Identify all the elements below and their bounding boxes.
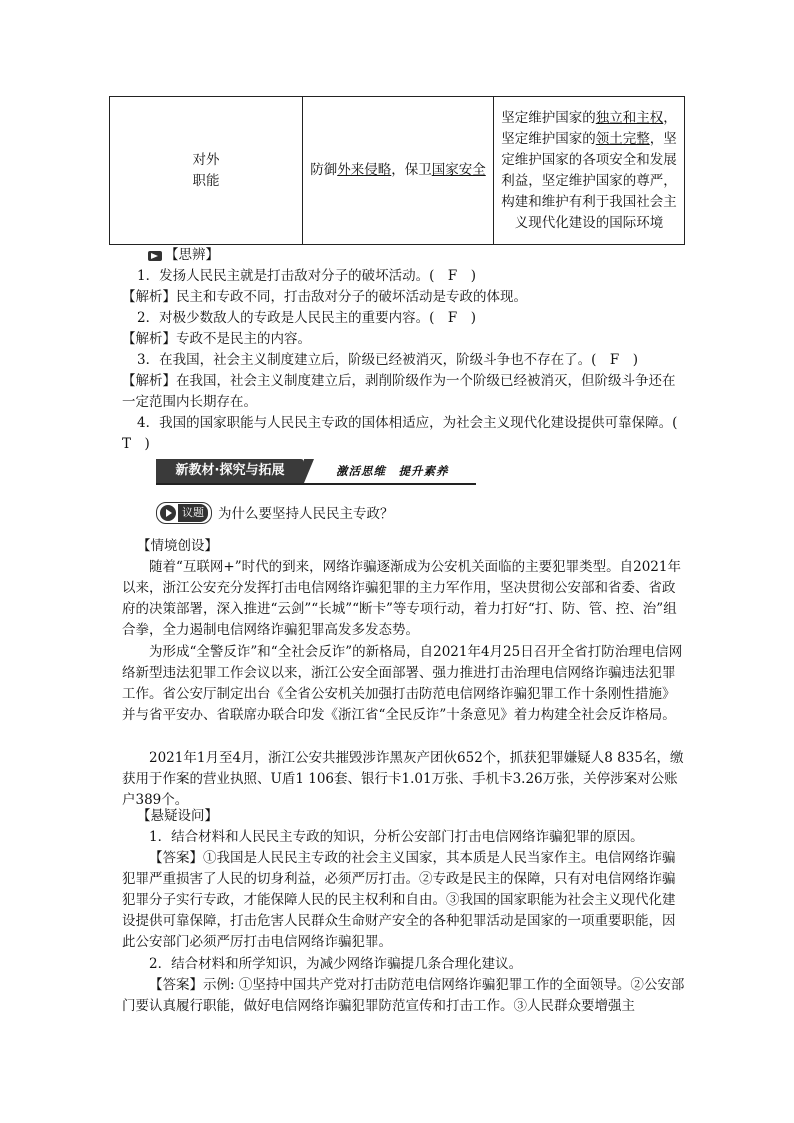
scenario-paragraph-3: 2021年1月至4月，浙江公安共摧毁涉诈黑灰产团伙652个，抓获犯罪嫌疑人8 835名，缴获用于作案的营业执照、U盾1 106套、银行卡1.01万张、手机卡3.26万张，关停涉案对公账户389个。	[122, 750, 684, 808]
sibian-question-2: 2．对极少数敌人的专政是人民民主的重要内容。( F )	[137, 310, 476, 326]
defense-mid: ，保卫	[391, 162, 432, 178]
questions-heading: 【悬疑设问】	[137, 808, 218, 824]
row-label-cell	[110, 97, 303, 245]
answer-blank-security: 国家安全	[431, 162, 486, 178]
sibian-analysis-2: 【解析】专政不是民主的内容。	[122, 331, 311, 347]
scenario-heading: 【情境创设】	[137, 538, 218, 554]
cell-text: ，坚定维护国家的各项安全和发展利益，坚定维护国家的尊严，构建和维护有利于我国社会主义现代化建设的国际环境	[501, 130, 677, 231]
scenario-paragraph-2: 为形成“全警反诈”和“全社会反诈”的新格局，自2021年4月25日召开全省打防治理电信网络新型违法犯罪工作会议以来，浙江公安全面部署、强力推进打击治理电信网络诈骗违法犯罪工作。省公安厅制定出台《全省公安机关加强打击防范电信网络诈骗犯罪工作十条刚性措施》并与省平安办、省联席办联合印发《浙江省“全民反诈”十条意见》着力构建全社会反诈格局。	[122, 644, 683, 723]
answer-blank-sovereignty: 独立和主权	[595, 109, 664, 126]
defense-cell	[303, 97, 494, 245]
answer-blank-invasion: 外来侵略	[337, 162, 392, 178]
answer-1: 【答案】①我国是人民民主专政的社会主义国家，其本质是人民当家作主。电信网络诈骗犯罪严重损害了人民的切身利益，必须严厉打击。②专政是民主的保障，只有对电信网络诈骗犯罪分子实行专政，才能保障人民的民主权利和自由。③我国的国家职能为社会主义现代化建设提供可靠保障，打击危害人民群众生命财产安全的各种犯罪活动是国家的一项重要职能，因此公安部门必须严厉打击电信网络诈骗犯罪。	[122, 850, 676, 950]
topic-question: 为什么要坚持人民民主专政？	[218, 506, 394, 522]
answer-2: 【答案】示例: ①坚持中国共产党对打击防范电信网络诈骗犯罪工作的全面领导。②公安部门要认真履行职能，做好电信网络诈骗犯罪防范宣传和打击工作。③人民群众要增强主	[122, 977, 685, 1014]
heading-text: 【思辨】	[165, 247, 219, 263]
banner-tail	[304, 459, 314, 483]
question-2: 2．结合材料和所学知识，为减少网络诈骗提几条合理化建议。	[149, 956, 523, 972]
sibian-heading	[148, 245, 219, 265]
arrow-right-icon	[148, 251, 162, 261]
topic-tag	[156, 502, 212, 524]
question-1: 1．结合材料和人民民主专政的知识，分析公安部门打击电信网络诈骗犯罪的原因。	[149, 829, 644, 845]
section-banner	[156, 459, 476, 485]
sovereignty-cell	[494, 97, 685, 245]
sibian-question-3: 3．在我国，社会主义制度建立后，阶级已经被消灭，阶级斗争也不存在了。( F )	[137, 352, 638, 368]
defense-prefix: 防御	[310, 162, 338, 178]
sibian-analysis-1: 【解析】民主和专政不同，打击敌对分子的破坏活动是专政的体现。	[122, 289, 527, 305]
sibian-question-1: 1．发扬人民民主就是打击敌对分子的破坏活动。( F )	[137, 268, 476, 284]
topic-tag-label: 议题	[178, 504, 208, 522]
sibian-question-4: 4．我国的国家职能与人民民主专政的国体相适应，为社会主义现代化建设提供可靠保障。( T )	[122, 415, 691, 452]
table-row	[110, 97, 685, 245]
play-icon	[160, 505, 176, 521]
banner-title: 新教材·探究与拓展	[156, 459, 304, 483]
sibian-analysis-3: 【解析】在我国，社会主义制度建立后，剥削阶级作为一个阶级已经被消灭，但阶级斗争还在一定范围内长期存在。	[122, 373, 676, 410]
state-functions-table	[109, 96, 685, 245]
answer-blank-territory: 领土完整	[595, 130, 650, 147]
cell-text: 坚定维护国家的	[501, 109, 596, 126]
banner-subtitle: 激活思维 提升素养	[336, 464, 449, 478]
cell-text: ，坚定维护国家的	[501, 109, 677, 147]
row-label: 对外 职能	[192, 151, 220, 189]
scenario-paragraph-1: 随着“互联网+”时代的到来，网络诈骗逐渐成为公安机关面临的主要犯罪类型。自2021年以来，浙江公安充分发挥打击电信网络诈骗犯罪的主力军作用，坚决贯彻公安部和省委、省政府的决策部署，深入推进“云剑”“长城”“断卡”等专项行动，着力打好“打、防、管、控、治”组合拳，全力遏制电信网络诈骗犯罪高发多发态势。	[122, 559, 681, 638]
